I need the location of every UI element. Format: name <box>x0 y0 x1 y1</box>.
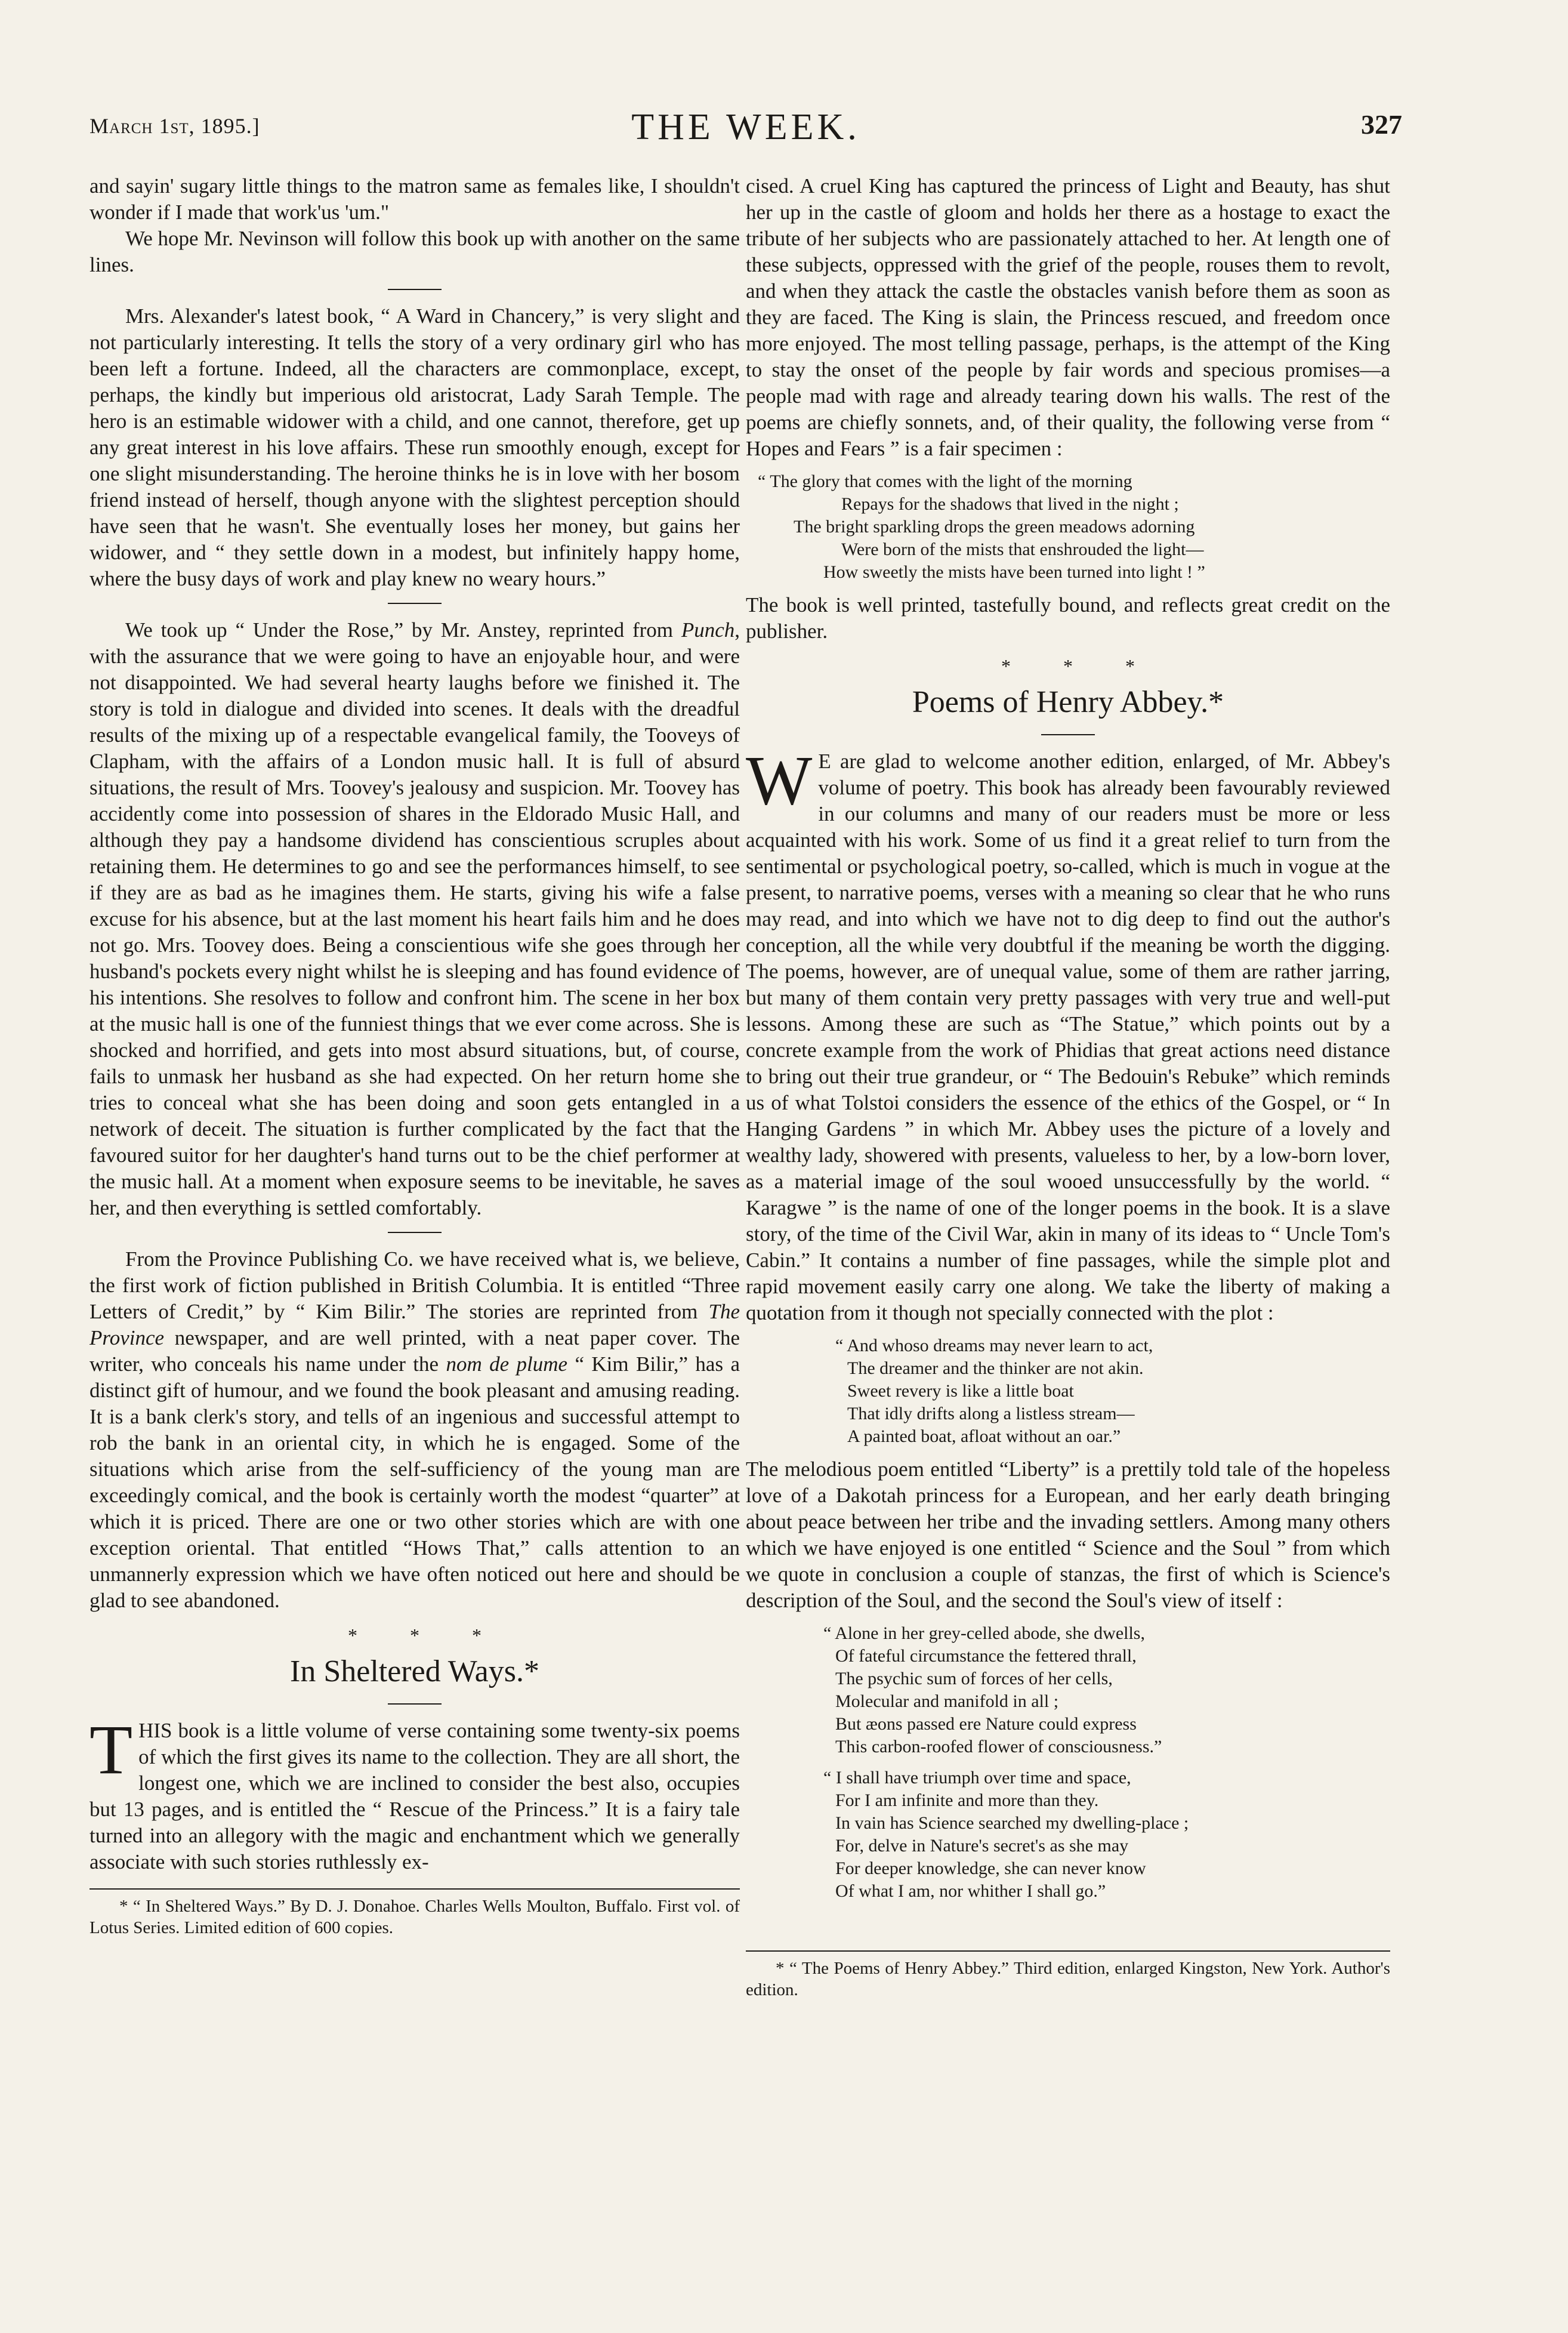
poem-line: “ The glory that comes with the light of the morning <box>758 471 1132 491</box>
paragraph-under-the-rose <box>89 617 740 1221</box>
footnote-rule <box>89 1888 740 1890</box>
poem-science-stanza <box>746 1622 1390 1758</box>
section-title-in-sheltered-ways: In Sheltered Ways.* <box>290 1654 539 1688</box>
poem-line: “ And whoso dreams may never learn to act, <box>835 1336 1153 1355</box>
footnote-text: * “ The Poems of Henry Abbey.” Third edition, enlarged Kingston, New York. Author's edition. <box>746 1959 1390 1999</box>
poem-line: Molecular and manifold in all ; <box>835 1691 1059 1711</box>
drop-cap: T <box>89 1711 133 1789</box>
paragraph-henry-abbey <box>746 741 1390 1326</box>
text-segment: newspaper, and are well printed, with a neat paper cover. The writer, who conceals his name under the <box>89 1326 740 1376</box>
poem-hopes-and-fears <box>746 470 1390 584</box>
poem-line: A painted boat, afloat without an oar.” <box>847 1426 1121 1446</box>
poem-line: For deeper knowledge, she can never know <box>835 1859 1146 1878</box>
section-title-henry-abbey: Poems of Henry Abbey.* <box>912 685 1224 719</box>
poem-line: The dreamer and the thinker are not akin. <box>847 1358 1144 1378</box>
poem-line: “ Alone in her grey-celled abode, she dwells, <box>823 1623 1145 1643</box>
text-segment: HIS book is a little volume of verse containing some twenty-six poems of which the first gives its name to the collection. They are all short, the longest one, which we are inclined to consider the best also, occupies but 13 pages, and is entitled the “ Rescue of the Princess.” It is a fairy tale turned into an allegory with the magic and enchantment which we generally associate with such stories ruthlessly ex- <box>89 1719 740 1873</box>
poem-line: That idly drifts along a listless stream— <box>847 1404 1135 1423</box>
text-segment: , with the assurance that we were going to have an enjoyable hour, and were not disappointed. We had several hearty laughs before we finished it. The story is told in dialogue and divided into scenes. It deals with the dreadful results of the mixing up of a respectable evangelical family, the Tooveys of Clapham, with the affairs of a London music hall. It is full of absurd situations, the result of Mrs. Toovey's jealousy and suspicion. Mr. Toovey has accidently come into possession of shares in the Eldorado Music Hall, and although they pay a handsome dividend has conscientious scruples about retaining them. He determines to go and see the performances himself, to see if they are as bad as he imagines them. He starts, giving his wife a false excuse for his absence, but at the last moment his heart fails him and he does not go. Mrs. Toovey does. Being a conscientious wife she goes through her husband's pockets every night whilst he is sleeping and has found evidence of his intentions. She resolves to follow and confront him. The scene in her box at the music hall is one of the funniest things that we ever come across. She is shocked and horrified, and gets into most absurd situations, but, of course, fails to unmask her husband as she had expected. On her return home she tries to conceal what she has been doing and soon gets entangled in a network of deceit. The situation is further complicated by the fact that the favoured suitor for her daughter's hand turns out to be the chief performer at the music hall. At a moment when exposure seems to be inevitable, he saves her, and then everything is settled comfortably. <box>89 618 740 1219</box>
section-divider <box>388 603 442 604</box>
poem-line: “ I shall have triumph over time and space, <box>823 1768 1131 1787</box>
poem-line: This carbon-roofed flower of consciousness.” <box>835 1737 1162 1756</box>
page-number: 327 <box>1361 109 1402 140</box>
left-column <box>89 173 740 1938</box>
poem-line: For I am infinite and more than they. <box>835 1790 1099 1810</box>
title-rule <box>1041 734 1095 735</box>
poem-line: Of fateful circumstance the fettered thrall, <box>835 1646 1137 1666</box>
text-segment: E are glad to welcome another edition, enlarged, of Mr. Abbey's volume of poetry. This book has already been favourably reviewed in our columns and many of our readers must be more or less acquainted with his work. Some of us find it a great relief to turn from the sentimental or psychological poetry, so-called, which is much in vogue at the present, to narrative poems, verses with a meaning so clear that he who runs may read, and into which we have not to dig deep to find out the author's conception, all the while very doubtful if the meaning be worth the digging. The poems, however, are of unequal value, some of them are rather jarring, but many of them contain very pretty passages with very true and well-put lessons. Among these are such as “The Statue,” which points out by a concrete example from the work of Phidias that great actions need distance to bring out their true grandeur, or “ The Bedouin's Rebuke” which reminds us of what Tolstoi considers the essence of the ethics of the Gospel, or “ In Hanging Gardens ” in which Mr. Abbey uses the picture of a lovely and wealthy lady, showered with presents, valueless to her, by a low-born lover, as a material image of the soul wooed unsuccessfully by the world. “ Karagwe ” is the name of one of the longer poems in the book. It is a slave story, of the time of the Civil War, akin in many of its ideas to “ Uncle Tom's Cabin.” It contains a number of fine passages, while the simple plot and rapid movement easily carry one along. We take the liberty of making a quotation from it though not specially connected with the plot : <box>746 750 1390 1324</box>
paragraph-liberty: The melodious poem entitled “Liberty” is a prettily told tale of the hopeless love of a Dakotah princess for a European, and her early death bringing about peace between her tribe and the invading settlers. Among many others which we have enjoyed is one entitled “ Science and the Soul ” from which we quote in conclusion a couple of stanzas, the first of which is Science's description of the Soul, and the second the Soul's view of itself : <box>746 1457 1390 1612</box>
title-rule <box>388 1703 442 1705</box>
paragraph-nevinson: We hope Mr. Nevinson will follow this book up with another on the same lines. <box>89 227 740 276</box>
section-divider <box>388 1232 442 1233</box>
footnote-henry-abbey <box>746 1958 1390 2001</box>
poem-karagwe <box>746 1335 1390 1448</box>
poem-line: Repays for the shadows that lived in the night ; <box>841 494 1179 514</box>
paragraph-rescue-continuation: cised. A cruel King has captured the princess of Light and Beauty, has shut her up in the castle of gloom and holds her there as a hostage to exact the tribute of her subjects who are passionately attached to her. At length one of these subjects, oppressed with the grief of the people, rouses them to revolt, and when they attack the castle the obstacles vanish before them as soon as they are faced. The King is slain, the Princess rescued, and freedom once more enjoyed. The most telling passage, perhaps, is the attempt of the King to stay the onset of the people by fair words and specious promises—a people mad with rage and already tearing down his walls. The rest of the poems are chiefly sonnets, and, of their quality, the following verse from “ Hopes and Fears ” is a fair specimen : <box>746 174 1390 460</box>
poem-line: Of what I am, nor whither I shall go.” <box>835 1881 1106 1901</box>
poem-soul-stanza <box>746 1767 1390 1903</box>
text-segment: We took up “ Under the Rose,” by Mr. Anstey, reprinted from <box>125 618 681 642</box>
poem-line: The bright sparkling drops the green meadows adorning <box>794 517 1195 537</box>
italic-title: The Province <box>89 1300 740 1349</box>
footnote-text: * “ In Sheltered Ways.” By D. J. Donahoe. Charles Wells Moulton, Buffalo. First vol. of Lotus Series. Limited edition of 600 copies. <box>89 1897 740 1937</box>
text-segment: From the Province Publishing Co. we have received what is, we believe, the first work of fiction published in British Columbia. It is entitled “Three Letters of Credit,” by “ Kim Bilir.” The stories are reprinted from <box>89 1247 740 1323</box>
poem-line: In vain has Science searched my dwelling-place ; <box>835 1813 1189 1833</box>
paragraph-continuation: and sayin' sugary little things to the matron same as females like, I shouldn't wonder if I made that work'us 'um." <box>89 174 740 224</box>
poem-line: But æons passed ere Nature could express <box>835 1714 1137 1734</box>
asterism: * * * <box>348 1625 505 1646</box>
paragraph-ward-in-chancery: Mrs. Alexander's latest book, “ A Ward in Chancery,” is very slight and not particularly interesting. It tells the story of a very ordinary girl who has been left a fortune. Indeed, all the characters are commonplace, except, perhaps, the kindly but imperious old aristocrat, Lady Sarah Temple. The hero is an estimable widower with a child, and one cannot, therefore, get up any great interest in his love affairs. These run smoothly enough, except for one slight misunderstanding. The heroine thinks he is in love with her bosom friend instead of herself, though anyone with the slightest perception should have seen that he wasn't. She eventually loses her money, but gains her widower, and “ they settle down in a modest, but infinitely happy home, where the busy days of work and play knew no weary hours.” <box>89 304 740 590</box>
italic-phrase: nom de plume <box>446 1352 568 1376</box>
publication-title: THE WEEK. <box>631 107 860 147</box>
poem-line: For, delve in Nature's secret's as she may <box>835 1836 1129 1856</box>
footnote-rule <box>746 1950 1390 1952</box>
poem-line: Sweet revery is like a little boat <box>847 1381 1074 1401</box>
footnote-sheltered-ways <box>89 1896 740 1938</box>
issue-date: March 1st, 1895.] <box>89 114 260 138</box>
drop-cap: W <box>746 741 813 819</box>
paragraph-sheltered-ways <box>89 1711 740 1875</box>
poem-line: The psychic sum of forces of her cells, <box>835 1669 1113 1688</box>
asterism: * * * <box>1001 655 1159 677</box>
section-divider <box>388 289 442 290</box>
text-segment: “ Kim Bilir,” has a distinct gift of humour, and we found the book pleasant and amusing reading. It is a bank clerk's story, and tells of an ingenious and successful attempt to rob the bank in an oriental city, in which he is engaged. Some of the situations which arise from the self-sufficiency of the young man are exceedingly comical, and the book is certainly worth the modest “quarter” at which it is priced. There are one or two other stories which are with one exception oriental. That entitled “Hows That,” calls attention to an unmannerly expression which we have often noticed out here and should be glad to see abandoned. <box>89 1352 740 1612</box>
right-column <box>746 173 1390 2001</box>
poem-line: Were born of the mists that enshrouded the light— <box>841 540 1204 559</box>
paragraph-well-printed: The book is well printed, tastefully bound, and reflects great credit on the publisher. <box>746 593 1390 643</box>
poem-line: How sweetly the mists have been turned into light ! ” <box>823 562 1205 582</box>
running-head <box>89 106 1402 154</box>
paragraph-province-publishing <box>89 1246 740 1614</box>
italic-title: Punch <box>681 618 735 642</box>
